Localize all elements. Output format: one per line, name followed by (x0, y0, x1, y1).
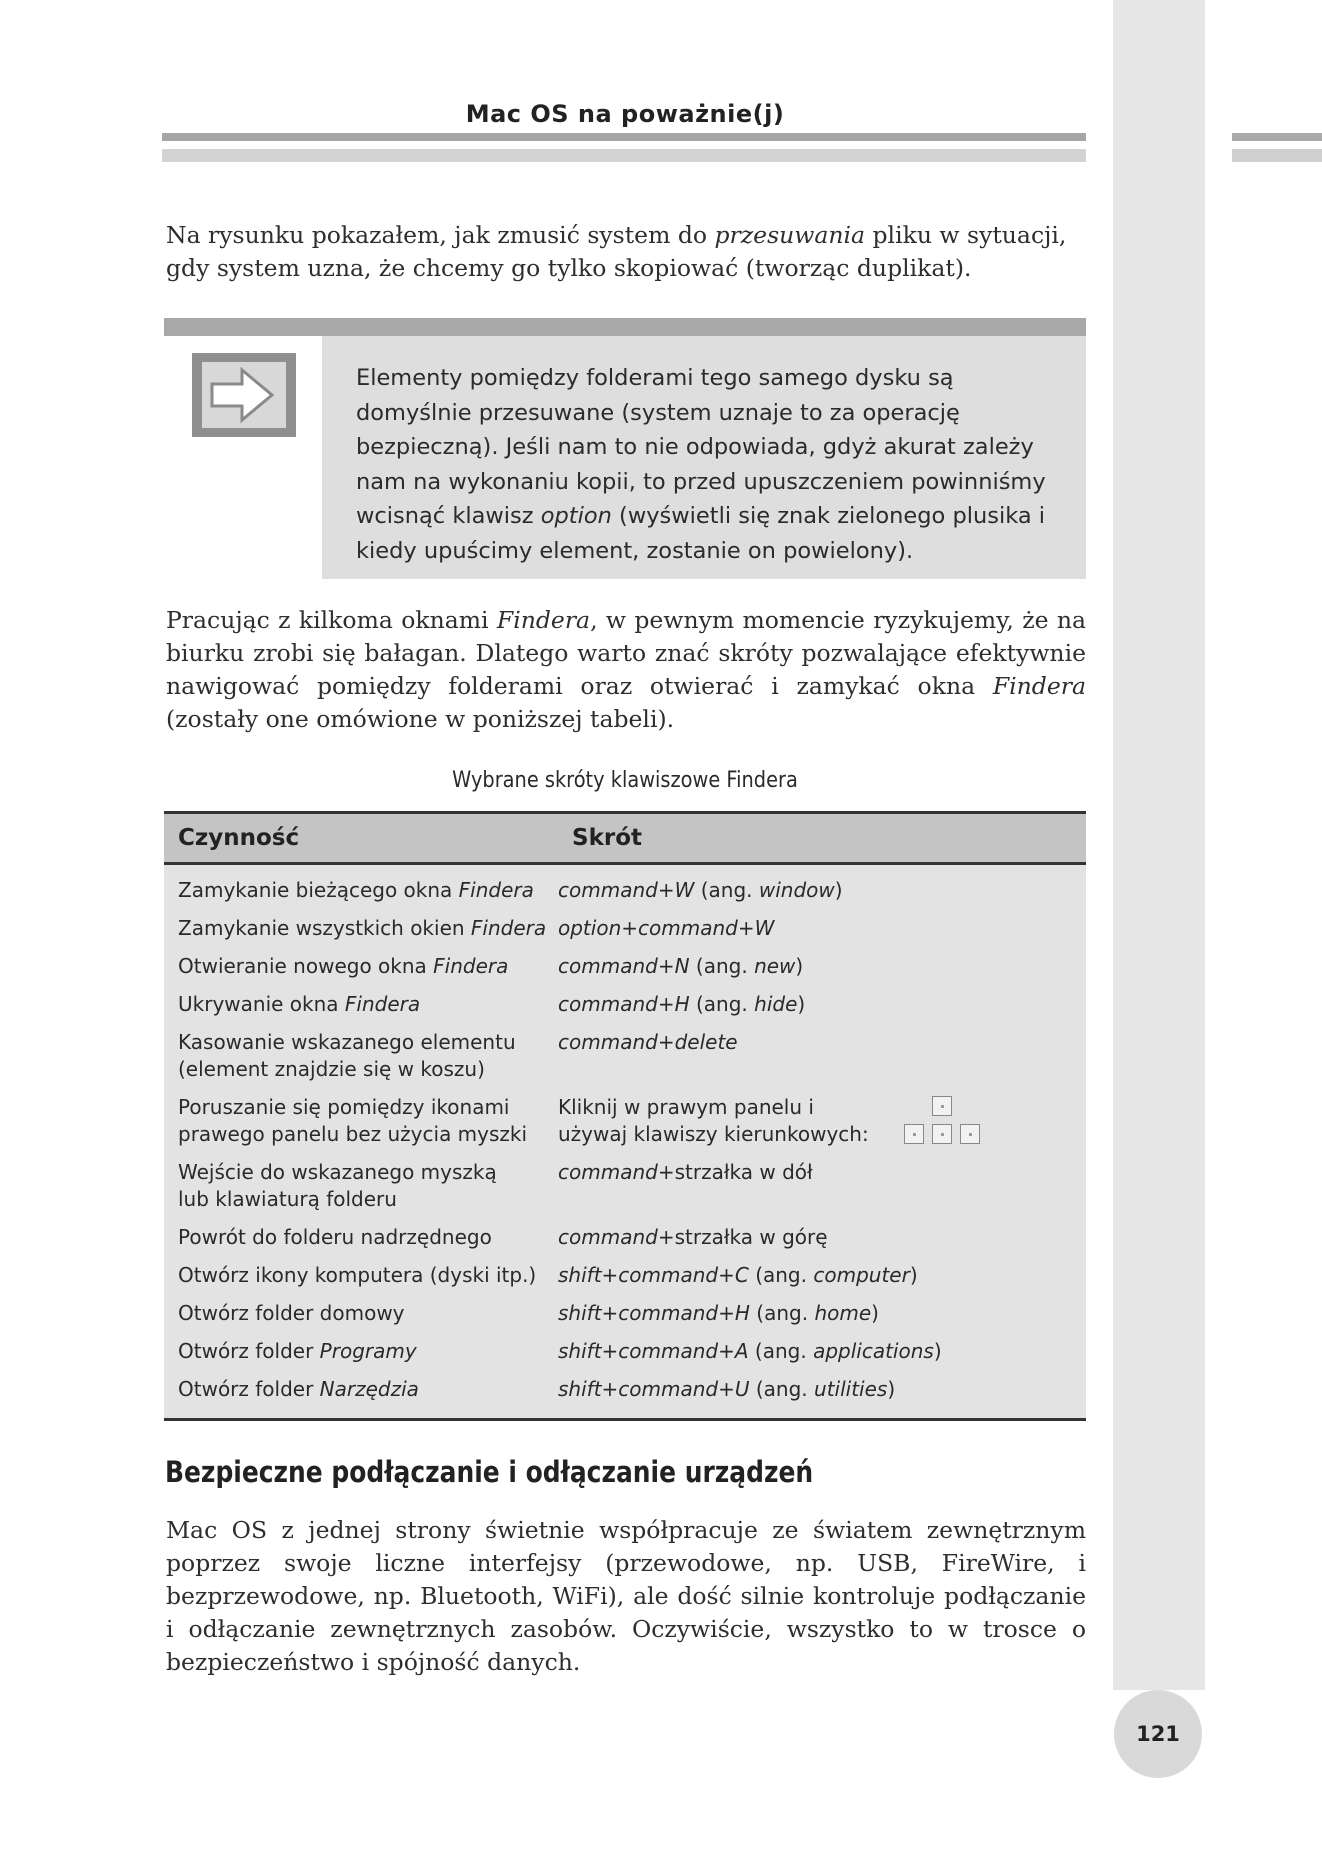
table-row: Zamykanie wszystkich okien Findera option+command+W (178, 916, 775, 940)
column-header: Czynność (178, 825, 300, 851)
shortcuts-table (164, 811, 1086, 1421)
section-heading: Bezpieczne podłączanie i odłączanie urządzeń (165, 1455, 814, 1489)
section-paragraph: Mac OS z jednej strony świetnie współpracuje ze światem zewnętrznym poprzez swoje liczne interfejsy (przewodowe, np. USB, FireWire, i bezprzewodowe, np. Bluetooth, WiFi), ale dość silnie kontroluje podłączanie i odłączanie zewnętrznych zasobów. Oczywiście, wszystko to w trosce o bezpieczeństwo i spójność danych. (166, 1516, 1086, 1676)
table-row: Powrót do folderu nadrzędnego command+strzałka w górę (178, 1225, 828, 1249)
edge-rule (1232, 133, 1322, 141)
table-header (164, 814, 1086, 862)
intro-emphasis: przesuwania (714, 221, 866, 249)
intro-text: Na rysunku pokazałem, jak zmusić system do (166, 221, 715, 249)
table-row: Poruszanie się pomiędzy ikonami prawego panelu bez użycia myszki Kliknij w prawym panelu i używaj klawiszy kierunkowych: (164, 1088, 1086, 1153)
para-text: Pracując z kilkoma oknami (166, 606, 497, 634)
page-edge-strip (1113, 0, 1205, 1690)
note-emphasis: option (540, 503, 612, 529)
table-row: Wejście do wskazanego myszką lub klawiaturą folderu command+strzałka w dół (178, 1160, 813, 1211)
table-row: Kasowanie wskazanego elementu (element znajdzie się w koszu) command+delete (178, 1030, 738, 1081)
column-header: Skrót (572, 825, 642, 851)
table-row: Ukrywanie okna Findera command+H (ang. hide) (178, 992, 806, 1016)
header-rule (162, 133, 1086, 141)
running-title: Mac OS na poważnie(j) (465, 100, 785, 128)
arrow-keys-icon (902, 1094, 992, 1150)
findera-paragraph (166, 604, 1086, 736)
table-row: Otwieranie nowego okna Findera command+N (ang. new) (178, 954, 804, 978)
note-text-part: (wyświetli się znak zielonego plusika i kiedy upuścimy element, zostanie on powielony). (356, 503, 1046, 564)
note-text (356, 361, 1068, 568)
intro-paragraph (166, 219, 1086, 285)
arrow-right-icon (202, 362, 286, 428)
page-number: 121 (1136, 1722, 1180, 1746)
edge-rule (1232, 149, 1322, 162)
note-top-bar (164, 318, 1086, 336)
para-text: , w pewnym momencie ryzykujemy, że na biurku zrobi się bałagan. Dlatego warto znać skróty pozwalające efektywnie nawigować pomiędzy folderami oraz otwierać i zamykać okna (166, 606, 1086, 700)
table-caption: Wybrane skróty klawiszowe Findera (452, 768, 798, 793)
para-emphasis: Findera (992, 672, 1086, 700)
table-row: Otwórz folder Narzędzia shift+command+U (ang. utilities) (178, 1377, 896, 1401)
table-row: Otwórz folder domowy shift+command+H (ang. home) (178, 1301, 879, 1325)
intro-text: pliku w sytuacji, gdy system uzna, że chcemy go tylko skopiować (tworząc duplikat). (166, 221, 1067, 282)
table-row: Otwórz folder Programy shift+command+A (ang. applications) (178, 1339, 942, 1363)
para-text: (zostały one omówione w poniższej tabeli). (166, 705, 675, 733)
note-icon (192, 353, 296, 437)
para-emphasis: Findera (496, 606, 591, 634)
note-text-part: Elementy pomiędzy folderami tego samego dysku są domyślnie przesuwane (system uznaje to za operację bezpieczną). Jeśli nam to nie odpowiada, gdyż akurat zależy nam na wykonaniu kopii, to przed upuszczeniem powinniśmy wcisnąć klawisz (356, 365, 1046, 529)
header-rule (162, 149, 1086, 162)
table-row: Zamykanie bieżącego okna Findera command+W (ang. window) (178, 878, 843, 902)
table-row: Otwórz ikony komputera (dyski itp.) shift+command+C (ang. computer) (178, 1263, 918, 1287)
